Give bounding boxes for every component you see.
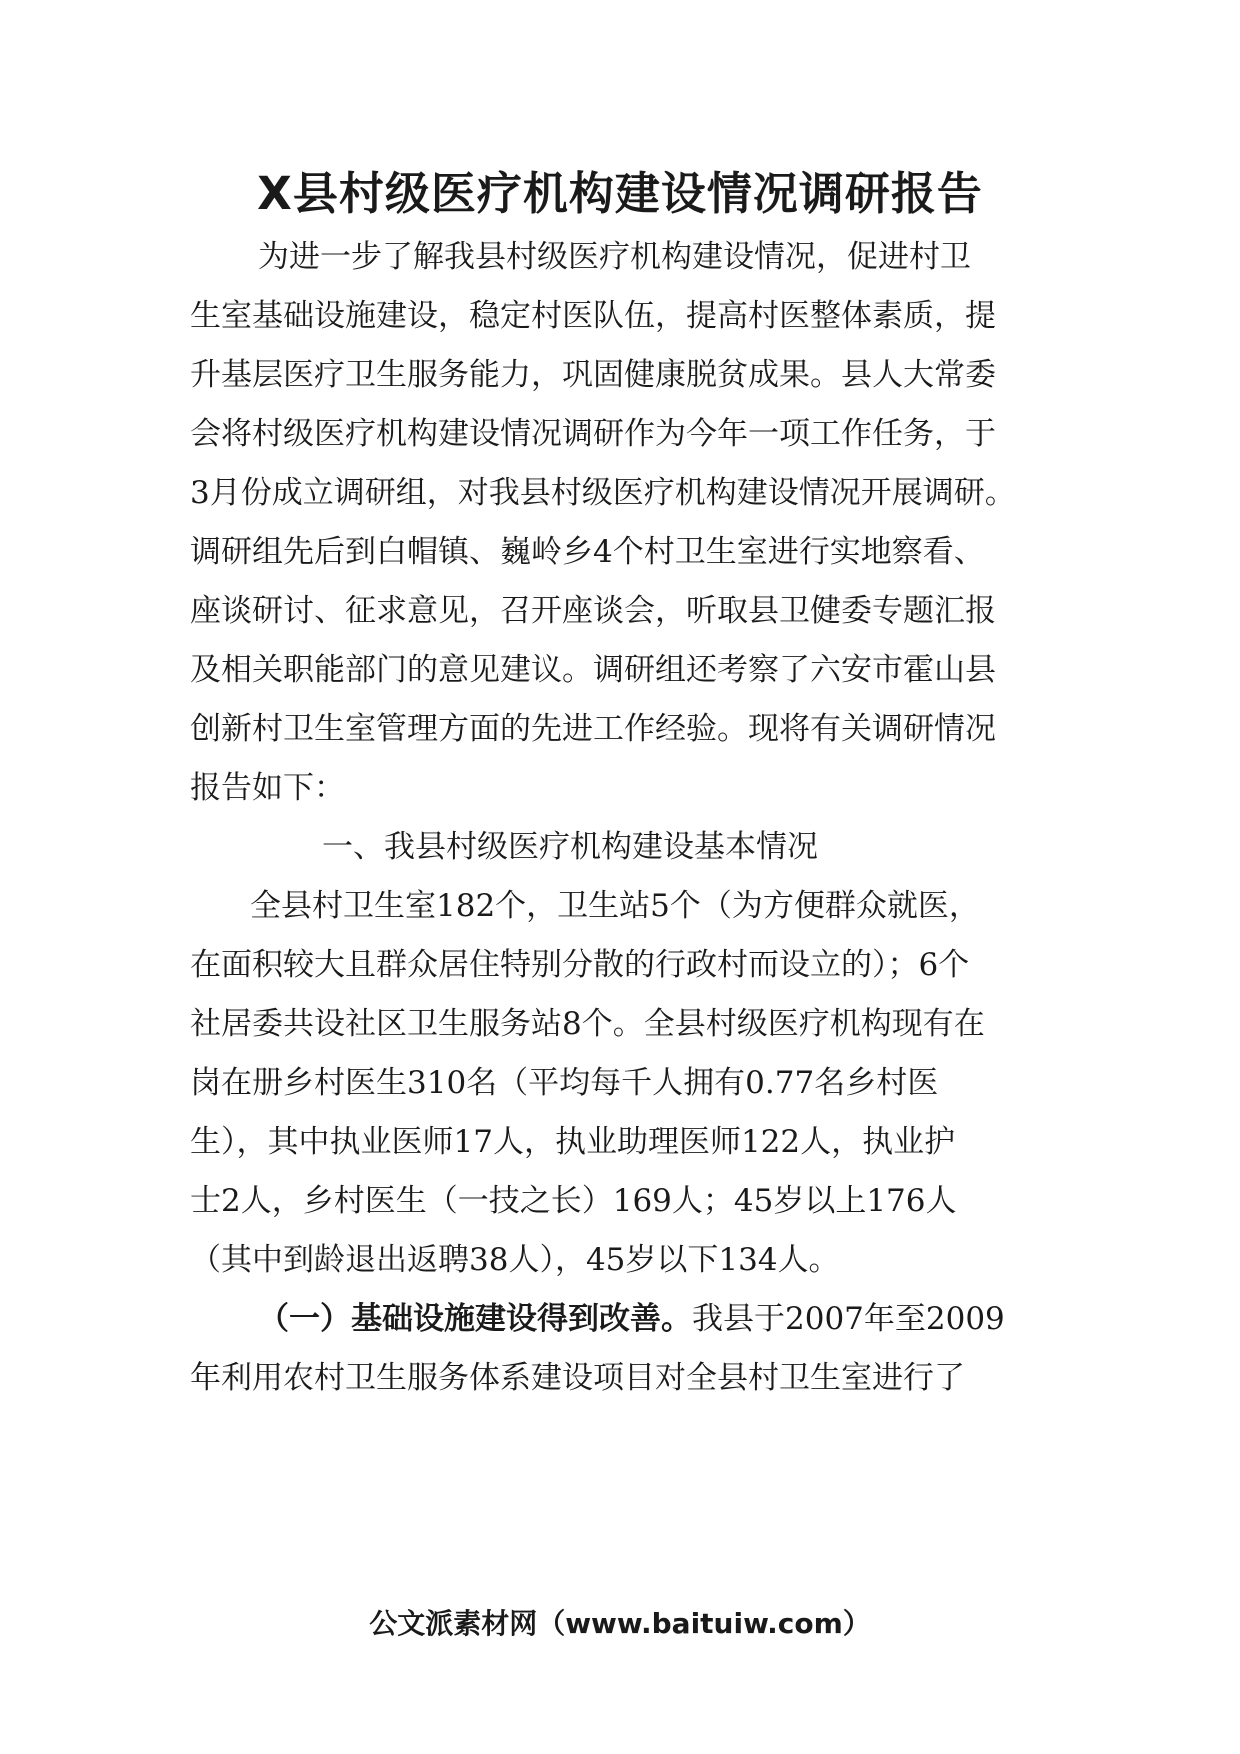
paragraph-line: 社居委共设社区卫生服务站8个。全县村级医疗机构现有在 [190, 1006, 985, 1042]
subheading-rest: 我县于2007年至2009 [692, 1301, 1005, 1337]
paragraph-line: 创新村卫生室管理方面的先进工作经验。现将有关调研情况 [190, 711, 996, 747]
paragraph-line: 生室基础设施建设，稳定村医队伍，提高村医整体素质，提 [190, 298, 996, 334]
paragraph-line: 报告如下： [190, 770, 345, 806]
paragraph-line: 为进一步了解我县村级医疗机构建设情况，促进村卫 [258, 239, 971, 275]
footer-watermark: 公文派素材网（www.baituiw.com） [369, 1607, 871, 1640]
paragraph-line: 3月份成立调研组，对我县村级医疗机构建设情况开展调研。 [190, 475, 1016, 511]
paragraph-line: 会将村级医疗机构建设情况调研作为今年一项工作任务，于 [190, 416, 996, 452]
paragraph-line: 生），其中执业医师17人，执业助理医师122人，执业护 [190, 1124, 956, 1160]
paragraph-line: 升基层医疗卫生服务能力，巩固健康脱贫成果。县人大常委 [190, 357, 996, 393]
subheading-bold: （一）基础设施建设得到改善。 [258, 1301, 692, 1337]
paragraph-line: 座谈研讨、征求意见，召开座谈会，听取县卫健委专题汇报 [190, 593, 996, 629]
document-title: X县村级医疗机构建设情况调研报告 [257, 167, 983, 220]
paragraph-line: （其中到龄退出返聘38人），45岁以下134人。 [190, 1242, 840, 1278]
paragraph-line: 及相关职能部门的意见建议。调研组还考察了六安市霍山县 [190, 652, 996, 688]
paragraph-line: 士2人，乡村医生（一技之长）169人；45岁以上176人 [190, 1183, 957, 1219]
subheading-line [258, 1297, 1005, 1341]
paragraph-line: 调研组先后到白帽镇、巍岭乡4个村卫生室进行实地察看、 [190, 534, 985, 570]
section-heading: 一、我县村级医疗机构建设基本情况 [322, 829, 818, 865]
paragraph-line: 在面积较大且群众居住特别分散的行政村而设立的）；6个 [190, 947, 970, 983]
paragraph-line: 年利用农村卫生服务体系建设项目对全县村卫生室进行了 [190, 1360, 965, 1396]
paragraph-line: 全县村卫生室182个，卫生站5个（为方便群众就医， [250, 888, 980, 924]
paragraph-line: 岗在册乡村医生310名（平均每千人拥有0.77名乡村医 [190, 1065, 939, 1101]
